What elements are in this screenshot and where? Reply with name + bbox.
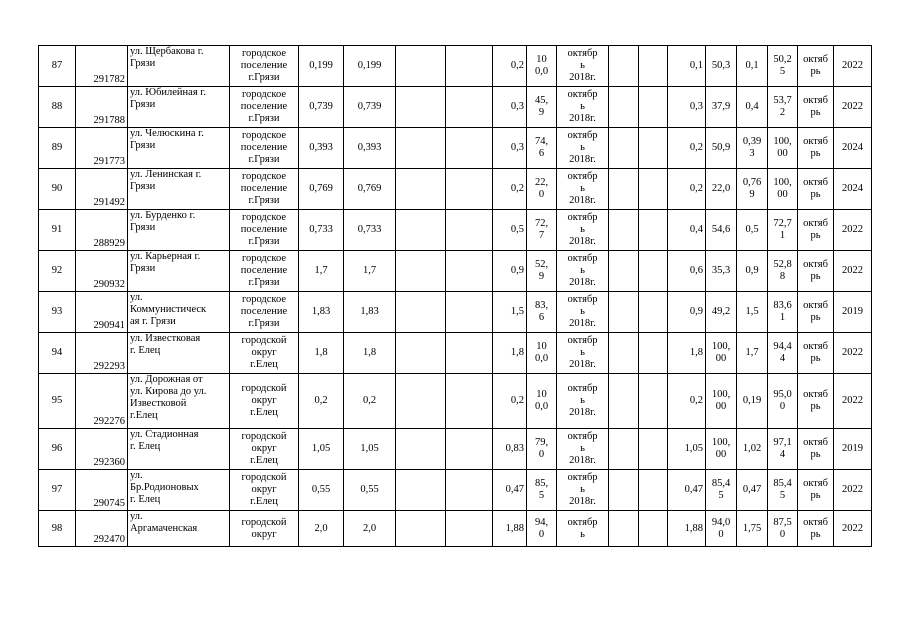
length-condition: 0,1 — [668, 46, 706, 87]
row-number: 91 — [39, 210, 76, 251]
street-name: ул. Челюскина г. Грязи — [128, 128, 230, 169]
municipality: городское поселение г.Грязи — [230, 251, 299, 292]
percent-normative: 74, 6 — [527, 128, 557, 169]
empty-cell — [609, 251, 639, 292]
length-target: 0,39 3 — [737, 128, 768, 169]
length-target: 0,4 — [737, 87, 768, 128]
length-total: 1,83 — [299, 292, 344, 333]
empty-cell — [609, 292, 639, 333]
length-regional: 0,739 — [344, 87, 396, 128]
length-condition: 0,3 — [668, 87, 706, 128]
municipality: городское поселение г.Грязи — [230, 169, 299, 210]
length-condition: 0,9 — [668, 292, 706, 333]
road-code: 292276 — [76, 374, 128, 429]
target-year: 2022 — [834, 46, 872, 87]
empty-cell — [446, 128, 493, 169]
length-regional: 0,2 — [344, 374, 396, 429]
empty-cell — [609, 333, 639, 374]
percent-target: 72,7 1 — [768, 210, 798, 251]
length-normative: 0,47 — [493, 470, 527, 511]
length-total: 0,55 — [299, 470, 344, 511]
percent-normative: 10 0,0 — [527, 46, 557, 87]
empty-cell — [446, 251, 493, 292]
percent-condition: 100, 00 — [706, 333, 737, 374]
empty-cell — [396, 87, 446, 128]
percent-target: 94,4 4 — [768, 333, 798, 374]
survey-date: октябр ь 2018г. — [557, 251, 609, 292]
table-row — [39, 374, 872, 429]
length-target: 1,5 — [737, 292, 768, 333]
survey-date: октябр ь 2018г. — [557, 292, 609, 333]
percent-normative: 45, 9 — [527, 87, 557, 128]
length-regional: 0,733 — [344, 210, 396, 251]
length-target: 0,5 — [737, 210, 768, 251]
target-month: октяб рь — [798, 46, 834, 87]
table-body — [39, 46, 872, 547]
length-condition: 0,2 — [668, 374, 706, 429]
empty-cell — [446, 511, 493, 547]
empty-cell — [639, 470, 668, 511]
table-row — [39, 429, 872, 470]
percent-condition: 50,9 — [706, 128, 737, 169]
empty-cell — [446, 169, 493, 210]
street-name: ул. Дорожная от ул. Кирова до ул. Известковой г.Елец — [128, 374, 230, 429]
target-year: 2022 — [834, 210, 872, 251]
percent-target: 87,5 0 — [768, 511, 798, 547]
road-code: 288929 — [76, 210, 128, 251]
table-row — [39, 128, 872, 169]
row-number: 98 — [39, 511, 76, 547]
length-normative: 1,8 — [493, 333, 527, 374]
length-total: 0,2 — [299, 374, 344, 429]
percent-target: 83,6 1 — [768, 292, 798, 333]
length-normative: 0,83 — [493, 429, 527, 470]
street-name: ул. Бурденко г. Грязи — [128, 210, 230, 251]
municipality: городской округ г.Елец — [230, 470, 299, 511]
survey-date: октябр ь 2018г. — [557, 470, 609, 511]
survey-date: октябр ь 2018г. — [557, 333, 609, 374]
street-name: ул. Юбилейная г. Грязи — [128, 87, 230, 128]
municipality: городской округ — [230, 511, 299, 547]
target-year: 2022 — [834, 251, 872, 292]
empty-cell — [396, 169, 446, 210]
length-total: 1,8 — [299, 333, 344, 374]
table-row — [39, 46, 872, 87]
table-row — [39, 87, 872, 128]
empty-cell — [639, 128, 668, 169]
percent-normative: 10 0,0 — [527, 374, 557, 429]
empty-cell — [396, 429, 446, 470]
target-year: 2024 — [834, 169, 872, 210]
length-normative: 0,9 — [493, 251, 527, 292]
row-number: 93 — [39, 292, 76, 333]
length-regional: 1,7 — [344, 251, 396, 292]
table-row — [39, 210, 872, 251]
street-name: ул. Известковая г. Елец — [128, 333, 230, 374]
empty-cell — [639, 251, 668, 292]
length-total: 0,199 — [299, 46, 344, 87]
length-target: 0,9 — [737, 251, 768, 292]
percent-normative: 52, 9 — [527, 251, 557, 292]
target-year: 2019 — [834, 429, 872, 470]
target-month: октяб рь — [798, 292, 834, 333]
length-normative: 0,2 — [493, 169, 527, 210]
empty-cell — [609, 210, 639, 251]
percent-condition: 50,3 — [706, 46, 737, 87]
empty-cell — [639, 333, 668, 374]
row-number: 95 — [39, 374, 76, 429]
empty-cell — [609, 511, 639, 547]
length-condition: 1,05 — [668, 429, 706, 470]
empty-cell — [639, 292, 668, 333]
municipality: городской округ г.Елец — [230, 374, 299, 429]
empty-cell — [396, 210, 446, 251]
percent-condition: 100, 00 — [706, 374, 737, 429]
length-total: 0,769 — [299, 169, 344, 210]
row-number: 97 — [39, 470, 76, 511]
survey-date: октябр ь — [557, 511, 609, 547]
road-code: 291782 — [76, 46, 128, 87]
length-normative: 0,2 — [493, 46, 527, 87]
street-name: ул. Щербакова г. Грязи — [128, 46, 230, 87]
length-total: 2,0 — [299, 511, 344, 547]
road-code: 292470 — [76, 511, 128, 547]
empty-cell — [446, 292, 493, 333]
percent-target: 85,4 5 — [768, 470, 798, 511]
length-regional: 0,393 — [344, 128, 396, 169]
empty-cell — [639, 429, 668, 470]
target-month: октяб рь — [798, 169, 834, 210]
length-regional: 1,8 — [344, 333, 396, 374]
length-regional: 0,55 — [344, 470, 396, 511]
empty-cell — [446, 429, 493, 470]
street-name: ул. Ленинская г. Грязи — [128, 169, 230, 210]
empty-cell — [609, 128, 639, 169]
row-number: 88 — [39, 87, 76, 128]
street-name: ул. Аргамаченская — [128, 511, 230, 547]
target-month: октяб рь — [798, 128, 834, 169]
length-condition: 0,6 — [668, 251, 706, 292]
target-month: октяб рь — [798, 87, 834, 128]
length-target: 1,75 — [737, 511, 768, 547]
length-regional: 0,769 — [344, 169, 396, 210]
target-month: октяб рь — [798, 251, 834, 292]
length-target: 1,7 — [737, 333, 768, 374]
target-month: октяб рь — [798, 511, 834, 547]
document-page — [38, 45, 872, 547]
empty-cell — [396, 333, 446, 374]
empty-cell — [446, 87, 493, 128]
survey-date: октябр ь 2018г. — [557, 374, 609, 429]
percent-target: 50,2 5 — [768, 46, 798, 87]
road-code: 292293 — [76, 333, 128, 374]
survey-date: октябр ь 2018г. — [557, 87, 609, 128]
row-number: 94 — [39, 333, 76, 374]
length-condition: 0,2 — [668, 128, 706, 169]
percent-normative: 94, 0 — [527, 511, 557, 547]
length-regional: 0,199 — [344, 46, 396, 87]
percent-condition: 49,2 — [706, 292, 737, 333]
length-normative: 0,3 — [493, 87, 527, 128]
row-number: 92 — [39, 251, 76, 292]
length-target: 0,1 — [737, 46, 768, 87]
empty-cell — [639, 46, 668, 87]
street-name: ул. Карьерная г. Грязи — [128, 251, 230, 292]
empty-cell — [396, 511, 446, 547]
empty-cell — [609, 169, 639, 210]
table-row — [39, 169, 872, 210]
row-number: 89 — [39, 128, 76, 169]
target-year: 2022 — [834, 470, 872, 511]
table-row — [39, 333, 872, 374]
table-row — [39, 292, 872, 333]
length-target: 0,76 9 — [737, 169, 768, 210]
percent-target: 100, 00 — [768, 169, 798, 210]
target-year: 2022 — [834, 374, 872, 429]
municipality: городской округ г.Елец — [230, 429, 299, 470]
row-number: 96 — [39, 429, 76, 470]
length-normative: 0,3 — [493, 128, 527, 169]
survey-date: октябр ь 2018г. — [557, 128, 609, 169]
target-year: 2022 — [834, 87, 872, 128]
empty-cell — [446, 210, 493, 251]
road-code: 291492 — [76, 169, 128, 210]
target-month: октяб рь — [798, 429, 834, 470]
municipality: городское поселение г.Грязи — [230, 128, 299, 169]
empty-cell — [396, 128, 446, 169]
length-condition: 0,47 — [668, 470, 706, 511]
municipality: городской округ г.Елец — [230, 333, 299, 374]
road-code: 290941 — [76, 292, 128, 333]
street-name: ул. Бр.Родионовых г. Елец — [128, 470, 230, 511]
length-total: 1,7 — [299, 251, 344, 292]
road-code: 291788 — [76, 87, 128, 128]
table-row — [39, 511, 872, 547]
length-normative: 1,88 — [493, 511, 527, 547]
percent-target: 53,7 2 — [768, 87, 798, 128]
empty-cell — [446, 46, 493, 87]
roads-table — [38, 45, 872, 547]
target-month: октяб рь — [798, 333, 834, 374]
percent-target: 95,0 0 — [768, 374, 798, 429]
empty-cell — [609, 470, 639, 511]
length-total: 0,733 — [299, 210, 344, 251]
length-regional: 1,05 — [344, 429, 396, 470]
length-target: 1,02 — [737, 429, 768, 470]
empty-cell — [609, 374, 639, 429]
empty-cell — [446, 333, 493, 374]
length-regional: 1,83 — [344, 292, 396, 333]
length-normative: 0,2 — [493, 374, 527, 429]
empty-cell — [639, 87, 668, 128]
target-year: 2019 — [834, 292, 872, 333]
survey-date: октябр ь 2018г. — [557, 429, 609, 470]
empty-cell — [446, 374, 493, 429]
empty-cell — [446, 470, 493, 511]
percent-target: 97,1 4 — [768, 429, 798, 470]
empty-cell — [396, 251, 446, 292]
length-condition: 1,8 — [668, 333, 706, 374]
percent-normative: 79, 0 — [527, 429, 557, 470]
percent-condition: 85,4 5 — [706, 470, 737, 511]
length-normative: 0,5 — [493, 210, 527, 251]
survey-date: октябр ь 2018г. — [557, 210, 609, 251]
empty-cell — [639, 210, 668, 251]
percent-condition: 54,6 — [706, 210, 737, 251]
target-month: октяб рь — [798, 210, 834, 251]
survey-date: октябр ь 2018г. — [557, 46, 609, 87]
road-code: 291773 — [76, 128, 128, 169]
empty-cell — [609, 46, 639, 87]
percent-condition: 100, 00 — [706, 429, 737, 470]
length-condition: 0,2 — [668, 169, 706, 210]
target-year: 2022 — [834, 511, 872, 547]
empty-cell — [639, 511, 668, 547]
street-name: ул. Коммунистическ ая г. Грязи — [128, 292, 230, 333]
percent-target: 52,8 8 — [768, 251, 798, 292]
row-number: 90 — [39, 169, 76, 210]
empty-cell — [639, 169, 668, 210]
length-normative: 1,5 — [493, 292, 527, 333]
street-name: ул. Стадионная г. Елец — [128, 429, 230, 470]
length-condition: 0,4 — [668, 210, 706, 251]
target-month: октяб рь — [798, 470, 834, 511]
municipality: городское поселение г.Грязи — [230, 210, 299, 251]
road-code: 292360 — [76, 429, 128, 470]
municipality: городское поселение г.Грязи — [230, 292, 299, 333]
table-row — [39, 251, 872, 292]
percent-condition: 94,0 0 — [706, 511, 737, 547]
percent-condition: 35,3 — [706, 251, 737, 292]
municipality: городское поселение г.Грязи — [230, 87, 299, 128]
municipality: городское поселение г.Грязи — [230, 46, 299, 87]
target-year: 2024 — [834, 128, 872, 169]
length-total: 1,05 — [299, 429, 344, 470]
percent-normative: 85, 5 — [527, 470, 557, 511]
percent-condition: 37,9 — [706, 87, 737, 128]
length-target: 0,19 — [737, 374, 768, 429]
length-regional: 2,0 — [344, 511, 396, 547]
empty-cell — [396, 374, 446, 429]
length-condition: 1,88 — [668, 511, 706, 547]
table-row — [39, 470, 872, 511]
percent-target: 100, 00 — [768, 128, 798, 169]
row-number: 87 — [39, 46, 76, 87]
length-total: 0,393 — [299, 128, 344, 169]
survey-date: октябр ь 2018г. — [557, 169, 609, 210]
empty-cell — [396, 46, 446, 87]
percent-normative: 10 0,0 — [527, 333, 557, 374]
road-code: 290745 — [76, 470, 128, 511]
empty-cell — [396, 292, 446, 333]
target-year: 2022 — [834, 333, 872, 374]
target-month: октяб рь — [798, 374, 834, 429]
percent-normative: 72, 7 — [527, 210, 557, 251]
percent-normative: 22, 0 — [527, 169, 557, 210]
length-total: 0,739 — [299, 87, 344, 128]
length-target: 0,47 — [737, 470, 768, 511]
empty-cell — [639, 374, 668, 429]
percent-normative: 83, 6 — [527, 292, 557, 333]
empty-cell — [396, 470, 446, 511]
percent-condition: 22,0 — [706, 169, 737, 210]
road-code: 290932 — [76, 251, 128, 292]
empty-cell — [609, 87, 639, 128]
empty-cell — [609, 429, 639, 470]
